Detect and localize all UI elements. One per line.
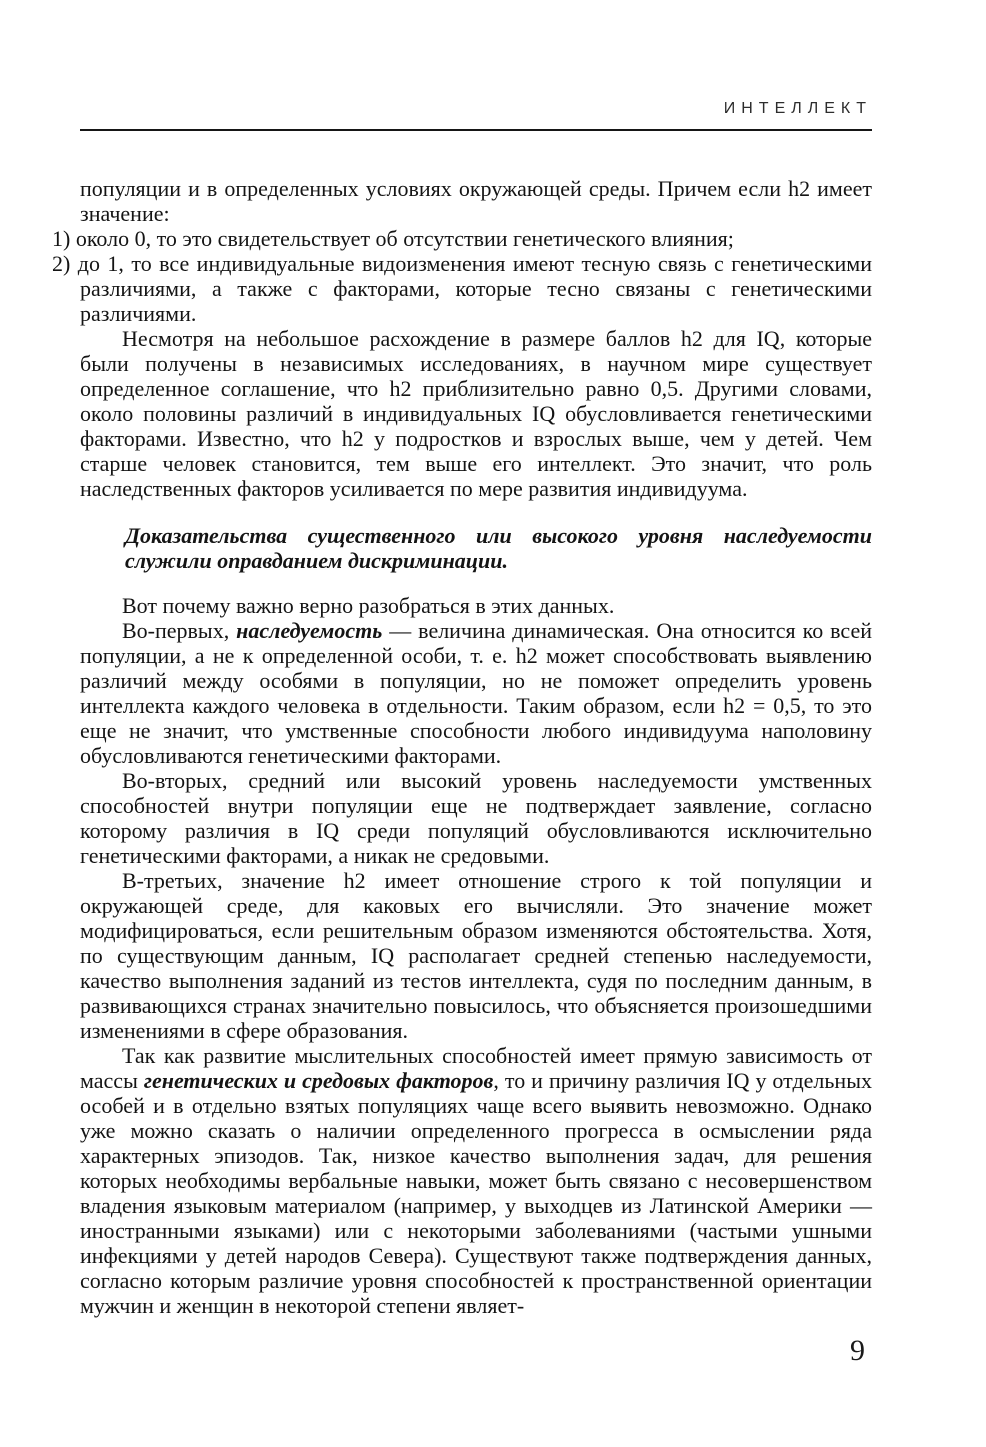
emphasis-text: генетических и средовых факторов xyxy=(143,1068,494,1093)
emphasis-text: наследуемость xyxy=(236,618,383,643)
list-item-2 xyxy=(52,251,872,326)
text-run: , то и причину различия IQ у отдельных особей и в отдельно взятых популяциях чаще всего выявить невозможно. Однако уже можно сказать о наличии определенного прогресса в осмыслении ряда характерных эпизодов. Так, низкое качество выполнения задач, для решения которых необходимы вербальные навыки, может быть связано с несовершенством владения языковым материалом (например, у выходцев из Латинской Америки — иностранными языками) или с некоторыми заболеваниями (частыми ушными инфекциями у детей народов Севера). Существуют также подтверждения данных, согласно которым различие уровня способностей к пространственной ориентации мужчин и женщин в некоторой степени являет- xyxy=(80,1068,872,1318)
text-run: 1) около 0, то это свидетельствует об отсутствии генетического влияния; xyxy=(52,226,734,251)
text-run: 2) до 1, то все индивидуальные видоизменения имеют тесную связь с генетическими различиями, а также с факторами, которые тесно связаны с генетическими различиями. xyxy=(52,251,872,326)
text-run: Доказательства существенного или высокого уровня наследуемости служили оправданием дискриминации. xyxy=(125,523,872,573)
text-run: Несмотря на небольшое расхождение в размере баллов h2 для IQ, которые были получены в независимых исследованиях, в научном мире существует определенное соглашение, что h2 приблизительно равно 0,5. Другими словами, около половины различий в индивидуальных IQ обусловливается генетическими факторами. Известно, что h2 у подростков и взрослых выше, чем у детей. Чем старше человек становится, тем выше его интеллект. Это значит, что роль наследственных факторов усиливается по мере развития индивидуума. xyxy=(80,326,872,501)
text-run: популяции и в определенных условиях окружающей среды. Причем если h2 имеет значение: xyxy=(80,176,872,226)
paragraph-second-point xyxy=(80,768,872,868)
header-rule-divider xyxy=(80,129,872,131)
text-run: — величина динамическая. Она относится ко всей популяции, а не к определенной особи, т. е. h2 может способствовать выявлению различий между особями в популяции, но не поможет определить уровень интеллекта каждого человека в отдельности. Таким образом, если h2 = 0,5, то это еще не значит, что умственные способности любого индивидуума наполовину обусловливаются генетическими факторами. xyxy=(80,618,872,768)
text-run: Так как развитие мыслительных способностей имеет прямую зависимость от массы xyxy=(80,1043,872,1093)
running-head-title: ИНТЕЛЛЕКТ xyxy=(723,100,872,117)
text-run: В-третьих, значение h2 имеет отношение строго к той популяции и окружающей среде, для каковых его вычисляли. Это значение может модифицироваться, если решительным образом изменяются обстоятельства. Хотя, по существующим данным, IQ располагает средней степенью наследуемости, качество выполнения заданий из тестов интеллекта, судя по последним данным, в развивающихся странах значительно повысилось, что объясняется произошедшими изменениями в сфере образования. xyxy=(80,868,872,1043)
paragraph-genetic-environmental xyxy=(80,1043,872,1318)
text-run: Во-вторых, средний или высокий уровень наследуемости умственных способностей внутри популяции еще не подтверждает заявление, согласно которому различия в IQ среди популяций обусловливаются исключительно генетическими факторами, а никак не средовыми. xyxy=(80,768,872,868)
list-item-1 xyxy=(52,226,872,251)
text-run: Во-первых, xyxy=(122,618,237,643)
quote-discrimination xyxy=(125,523,872,573)
paragraph-first-point xyxy=(80,618,872,768)
text-run: Вот почему важно верно разобраться в этих данных. xyxy=(122,593,615,618)
page-number: 9 xyxy=(850,1334,865,1367)
paragraph-why-important xyxy=(80,593,872,618)
paragraph-third-point xyxy=(80,868,872,1043)
text-column xyxy=(52,176,872,1318)
paragraph-intro-continuation xyxy=(80,176,872,226)
paragraph-h2-agreement xyxy=(80,326,872,501)
